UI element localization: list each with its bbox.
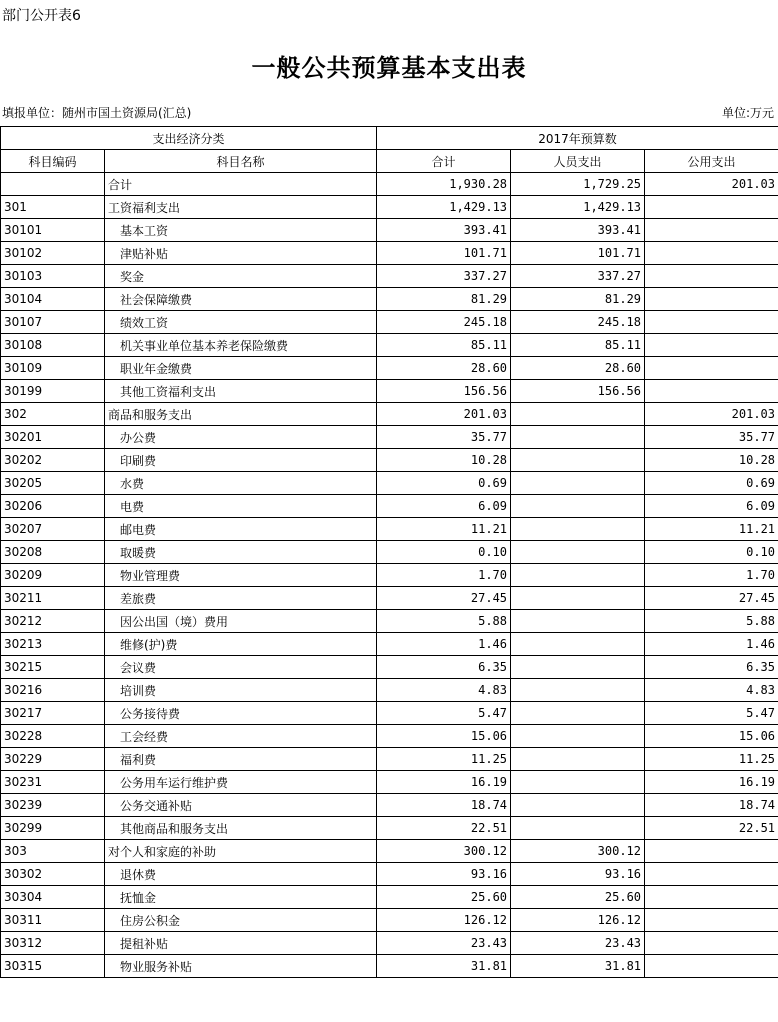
cell-personnel [511,449,645,472]
table-row [1,403,778,426]
cell-public: 0.10 [645,541,778,564]
cell-total: 300.12 [377,840,511,863]
cell-public [645,242,778,265]
cell-public: 6.35 [645,656,778,679]
cell-code: 30109 [1,357,105,380]
cell-name: 社会保障缴费 [105,288,377,311]
cell-code: 30104 [1,288,105,311]
cell-public: 11.25 [645,748,778,771]
cell-public [645,334,778,357]
cell-code: 303 [1,840,105,863]
cell-total: 31.81 [377,955,511,978]
cell-name: 维修(护)费 [105,633,377,656]
cell-public [645,955,778,978]
cell-public: 10.28 [645,449,778,472]
table-row [1,840,778,863]
cell-public [645,288,778,311]
cell-total: 201.03 [377,403,511,426]
cell-code: 30302 [1,863,105,886]
cell-personnel: 337.27 [511,265,645,288]
cell-personnel [511,748,645,771]
cell-code: 30304 [1,886,105,909]
cell-public: 201.03 [645,403,778,426]
table-row [1,196,778,219]
cell-name: 办公费 [105,426,377,449]
cell-total: 156.56 [377,380,511,403]
cell-name: 合计 [105,173,377,196]
cell-code: 302 [1,403,105,426]
budget-table-body [1,127,778,978]
cell-name: 差旅费 [105,587,377,610]
cell-personnel: 393.41 [511,219,645,242]
cell-code: 30231 [1,771,105,794]
cell-personnel: 31.81 [511,955,645,978]
cell-name: 物业管理费 [105,564,377,587]
cell-name: 邮电费 [105,518,377,541]
cell-personnel [511,794,645,817]
cell-personnel [511,656,645,679]
header-economic-category: 支出经济分类 [1,127,377,150]
table-row [1,426,778,449]
cell-total: 10.28 [377,449,511,472]
page-title: 一般公共预算基本支出表 [251,53,527,82]
cell-total: 6.35 [377,656,511,679]
cell-name: 住房公积金 [105,909,377,932]
cell-total: 27.45 [377,587,511,610]
cell-code: 30211 [1,587,105,610]
cell-name: 培训费 [105,679,377,702]
cell-total: 1,930.28 [377,173,511,196]
cell-code: 30315 [1,955,105,978]
cell-personnel: 93.16 [511,863,645,886]
cell-public [645,932,778,955]
cell-code: 30208 [1,541,105,564]
cell-name: 对个人和家庭的补助 [105,840,377,863]
cell-public [645,863,778,886]
cell-total: 5.47 [377,702,511,725]
header-name: 科目名称 [105,150,377,173]
cell-total: 25.60 [377,886,511,909]
cell-total: 1.70 [377,564,511,587]
cell-public [645,909,778,932]
table-row [1,886,778,909]
cell-code: 30229 [1,748,105,771]
cell-name: 其他商品和服务支出 [105,817,377,840]
cell-total: 22.51 [377,817,511,840]
cell-public [645,265,778,288]
header-budget-year: 2017年预算数 [377,127,778,150]
cell-public: 1.70 [645,564,778,587]
cell-public: 6.09 [645,495,778,518]
cell-name: 印刷费 [105,449,377,472]
cell-code: 30102 [1,242,105,265]
cell-name: 基本工资 [105,219,377,242]
cell-name: 工资福利支出 [105,196,377,219]
cell-personnel [511,702,645,725]
cell-total: 4.83 [377,679,511,702]
cell-public: 27.45 [645,587,778,610]
header-personnel: 人员支出 [511,150,645,173]
table-row [1,955,778,978]
cell-code: 30207 [1,518,105,541]
cell-code: 30206 [1,495,105,518]
budget-table [0,126,778,978]
cell-personnel: 81.29 [511,288,645,311]
cell-personnel [511,771,645,794]
cell-code: 30199 [1,380,105,403]
cell-name: 福利费 [105,748,377,771]
cell-code: 30216 [1,679,105,702]
cell-personnel [511,564,645,587]
table-row [1,357,778,380]
cell-code: 30299 [1,817,105,840]
cell-code: 30201 [1,426,105,449]
cell-personnel: 300.12 [511,840,645,863]
cell-public: 5.47 [645,702,778,725]
cell-name: 提租补贴 [105,932,377,955]
cell-name: 取暖费 [105,541,377,564]
cell-code: 30217 [1,702,105,725]
table-row [1,564,778,587]
table-row [1,633,778,656]
cell-code [1,173,105,196]
cell-name: 其他工资福利支出 [105,380,377,403]
cell-total: 85.11 [377,334,511,357]
cell-public: 201.03 [645,173,778,196]
table-row [1,932,778,955]
cell-public [645,311,778,334]
cell-total: 0.10 [377,541,511,564]
cell-code: 30101 [1,219,105,242]
cell-name: 绩效工资 [105,311,377,334]
cell-total: 11.21 [377,518,511,541]
cell-total: 16.19 [377,771,511,794]
cell-public: 35.77 [645,426,778,449]
cell-name: 津贴补贴 [105,242,377,265]
cell-code: 30205 [1,472,105,495]
cell-code: 30107 [1,311,105,334]
cell-code: 30108 [1,334,105,357]
table-row [1,725,778,748]
cell-total: 6.09 [377,495,511,518]
cell-code: 30202 [1,449,105,472]
cell-total: 393.41 [377,219,511,242]
cell-personnel: 25.60 [511,886,645,909]
cell-personnel: 156.56 [511,380,645,403]
table-row [1,311,778,334]
table-row [1,541,778,564]
table-row [1,702,778,725]
cell-personnel [511,633,645,656]
cell-total: 35.77 [377,426,511,449]
reporting-unit: 填报单位：随州市国土资源局(汇总) [2,106,192,120]
cell-code: 30311 [1,909,105,932]
cell-total: 28.60 [377,357,511,380]
cell-personnel: 126.12 [511,909,645,932]
table-row [1,173,778,196]
table-row [1,449,778,472]
cell-code: 30209 [1,564,105,587]
cell-public [645,886,778,909]
cell-personnel [511,403,645,426]
table-row [1,334,778,357]
document-label: 部门公开表6 [2,8,81,24]
cell-total: 0.69 [377,472,511,495]
header-group-row [1,127,778,150]
table-row [1,288,778,311]
table-row [1,518,778,541]
cell-name: 公务接待费 [105,702,377,725]
cell-personnel [511,817,645,840]
cell-name: 职业年金缴费 [105,357,377,380]
cell-name: 商品和服务支出 [105,403,377,426]
table-row [1,495,778,518]
currency-unit: 单位:万元 [721,106,774,120]
table-row [1,771,778,794]
cell-name: 物业服务补贴 [105,955,377,978]
cell-personnel [511,541,645,564]
table-row [1,472,778,495]
cell-public: 15.06 [645,725,778,748]
cell-total: 23.43 [377,932,511,955]
cell-code: 30213 [1,633,105,656]
header-public: 公用支出 [645,150,778,173]
cell-public: 22.51 [645,817,778,840]
cell-public: 16.19 [645,771,778,794]
table-row [1,587,778,610]
table-row [1,817,778,840]
cell-total: 245.18 [377,311,511,334]
cell-name: 公务交通补贴 [105,794,377,817]
cell-total: 5.88 [377,610,511,633]
header-code: 科目编码 [1,150,105,173]
table-row [1,679,778,702]
cell-personnel [511,426,645,449]
cell-code: 30239 [1,794,105,817]
table-row [1,242,778,265]
cell-total: 1,429.13 [377,196,511,219]
cell-personnel [511,587,645,610]
cell-name: 水费 [105,472,377,495]
cell-personnel [511,518,645,541]
cell-personnel [511,472,645,495]
cell-name: 抚恤金 [105,886,377,909]
cell-code: 30103 [1,265,105,288]
table-row [1,794,778,817]
cell-total: 101.71 [377,242,511,265]
cell-name: 工会经费 [105,725,377,748]
cell-total: 18.74 [377,794,511,817]
cell-personnel [511,725,645,748]
cell-public: 0.69 [645,472,778,495]
cell-personnel [511,495,645,518]
cell-name: 退休费 [105,863,377,886]
cell-total: 126.12 [377,909,511,932]
cell-personnel: 23.43 [511,932,645,955]
cell-public [645,357,778,380]
cell-total: 1.46 [377,633,511,656]
cell-personnel: 28.60 [511,357,645,380]
cell-code: 301 [1,196,105,219]
cell-personnel: 1,429.13 [511,196,645,219]
cell-name: 会议费 [105,656,377,679]
cell-public: 4.83 [645,679,778,702]
cell-public: 5.88 [645,610,778,633]
cell-name: 公务用车运行维护费 [105,771,377,794]
cell-personnel [511,610,645,633]
cell-public: 18.74 [645,794,778,817]
cell-name: 奖金 [105,265,377,288]
cell-personnel: 1,729.25 [511,173,645,196]
table-row [1,863,778,886]
cell-code: 30228 [1,725,105,748]
cell-personnel [511,679,645,702]
table-row [1,656,778,679]
cell-name: 机关事业单位基本养老保险缴费 [105,334,377,357]
cell-public [645,380,778,403]
cell-code: 30215 [1,656,105,679]
table-row [1,380,778,403]
cell-code: 30312 [1,932,105,955]
cell-name: 因公出国（境）费用 [105,610,377,633]
cell-total: 11.25 [377,748,511,771]
header-column-row [1,150,778,173]
cell-total: 81.29 [377,288,511,311]
cell-public: 11.21 [645,518,778,541]
cell-name: 电费 [105,495,377,518]
table-row [1,219,778,242]
cell-personnel: 245.18 [511,311,645,334]
cell-personnel: 85.11 [511,334,645,357]
table-row [1,748,778,771]
table-row [1,610,778,633]
cell-personnel: 101.71 [511,242,645,265]
cell-code: 30212 [1,610,105,633]
cell-public [645,840,778,863]
table-row [1,909,778,932]
cell-public: 1.46 [645,633,778,656]
cell-public [645,219,778,242]
table-row [1,265,778,288]
cell-total: 337.27 [377,265,511,288]
cell-public [645,196,778,219]
cell-total: 93.16 [377,863,511,886]
cell-total: 15.06 [377,725,511,748]
header-total: 合计 [377,150,511,173]
